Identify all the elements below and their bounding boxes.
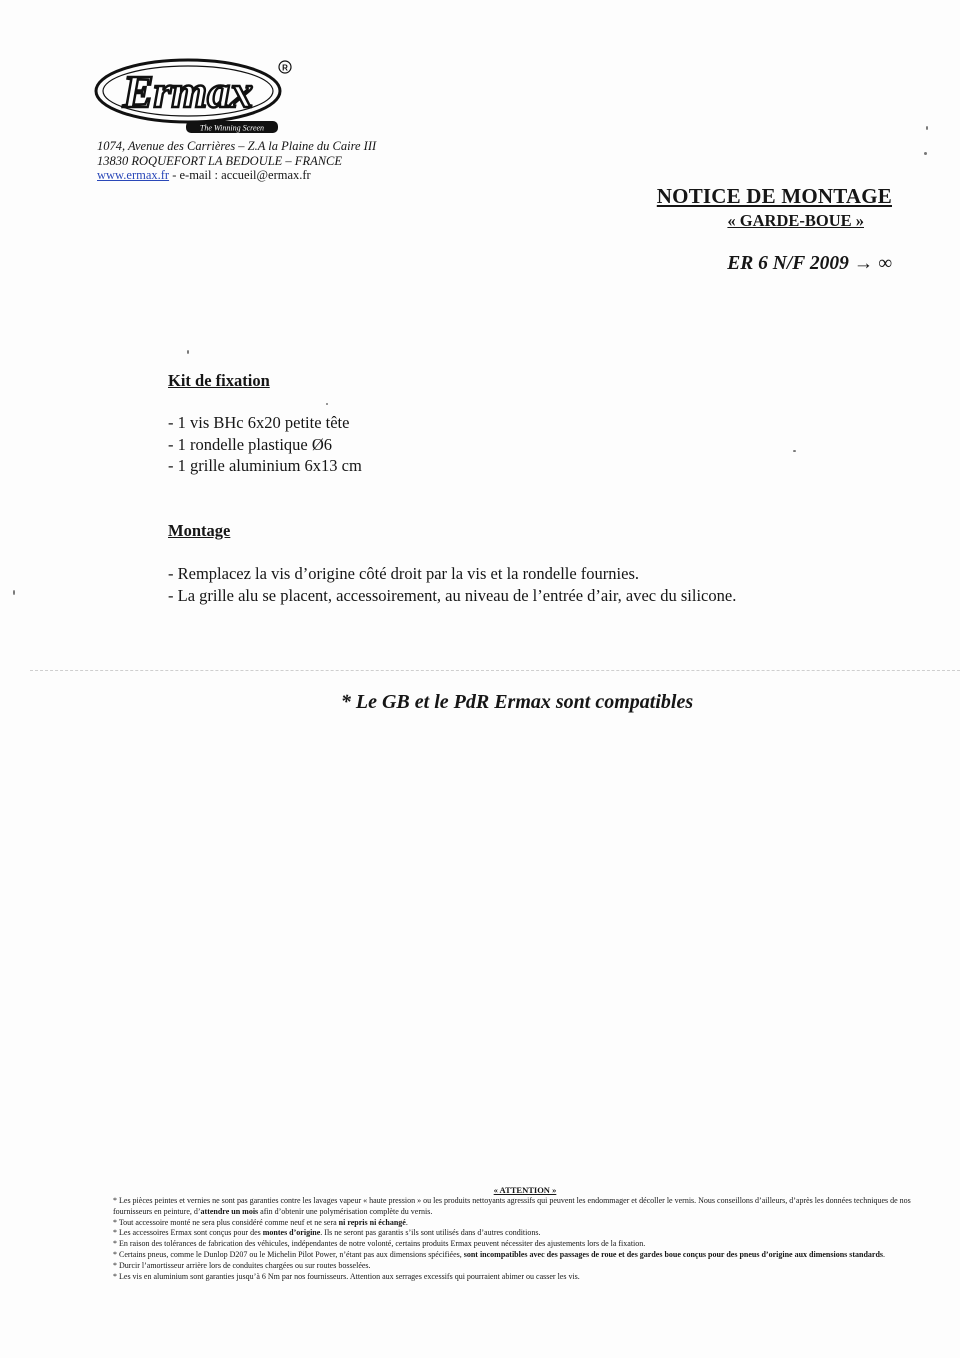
kit-item: - 1 rondelle plastique Ø6 [168, 434, 333, 454]
scan-speck [13, 590, 15, 595]
attention-item-text: * Durcir l’amortisseur arrière lors de conduites chargées ou sur routes bosselées. [113, 1260, 371, 1270]
attention-item [113, 1239, 925, 1250]
document-title: NOTICE DE MONTAGE [656, 184, 892, 208]
kit-list [168, 412, 362, 477]
kit-item: - 1 vis BHc 6x20 petite tête [168, 413, 350, 432]
fold-line [30, 670, 960, 671]
attention-item [113, 1261, 925, 1272]
email-text: - e-mail : accueil@ermax.fr [172, 168, 311, 182]
attention-item-emphasis: ni repris ni échangé [338, 1217, 406, 1227]
address-line-1: 1074, Avenue des Carrières – Z.A la Plaine du Caire III [97, 139, 377, 153]
company-address [97, 139, 376, 183]
attention-item-emphasis: attendre un mois [200, 1206, 259, 1216]
scan-speck [326, 403, 328, 405]
kit-item: - 1 grille aluminium 6x13 cm [168, 456, 362, 475]
attention-item-text: * Les accessoires Ermax sont conçus pour des [113, 1228, 263, 1238]
document-subtitle: « GARDE-BOUE » [727, 211, 864, 230]
attention-list [113, 1196, 925, 1282]
montage-step: - Remplacez la vis d’origine côté droit par la vis et la rondelle fournies. [168, 564, 639, 583]
montage-list [168, 563, 736, 606]
scan-speck [187, 350, 189, 354]
compatibility-note: * Le GB et le PdR Ermax sont compatibles [340, 691, 694, 713]
title-block [657, 184, 892, 275]
attention-item [113, 1218, 925, 1229]
scan-speck [926, 126, 928, 130]
ermax-logo [92, 55, 302, 135]
logo-tagline: The Winning Screen [199, 123, 265, 133]
attention-item-emphasis: sont incompatibles avec des passages de roue et des gardes boue conçus pour des pneus d’origine aux dimensions standards [463, 1249, 884, 1259]
address-line-2: 13830 ROQUEFORT LA BEDOULE – FRANCE [97, 153, 343, 168]
contact-line [97, 168, 376, 183]
logo-wordmark: Ermax [122, 66, 254, 117]
kit-heading: Kit de fixation [168, 371, 270, 390]
attention-item-text: . [405, 1217, 408, 1227]
attention-item [113, 1272, 925, 1283]
attention-title: « ATTENTION » [493, 1185, 557, 1195]
attention-item-text: * En raison des tolérances de fabrication des véhicules, indépendantes de notre volonté, certains produits Ermax peuvent nécessiter des ajustements lors de la fixation. [113, 1239, 646, 1249]
ermax-logo-graphic [92, 55, 302, 135]
montage-step: - La grille alu se placent, accessoirement, au niveau de l’entrée d’air, avec du silicone. [168, 585, 737, 605]
attention-item-text: afin d’obtenir une polymérisation complète du vernis. [258, 1206, 433, 1216]
scan-speck [793, 450, 796, 452]
scan-speck [924, 152, 927, 155]
svg-text:R: R [282, 63, 288, 73]
attention-item-text: * Les vis en aluminium sont garanties jusqu’à 6 Nm par nos fournisseurs. Attention aux serrages excessifs qui pourraient abimer ou casser les vis. [113, 1271, 580, 1281]
montage-heading: Montage [168, 521, 231, 540]
attention-item [113, 1250, 925, 1261]
website-link[interactable]: www.ermax.fr [97, 168, 170, 182]
attention-item-text: . Ils ne seront pas garantis s’ils sont utilisés dans d’autres conditions. [320, 1228, 541, 1238]
attention-item-emphasis: montes d’origine [262, 1228, 321, 1238]
attention-item-text: * Tout accessoire monté ne sera plus considéré comme neuf et ne sera [113, 1217, 339, 1227]
attention-item-text: . [883, 1249, 886, 1259]
attention-item-text: * Certains pneus, comme le Dunlop D207 ou le Michelin Pilot Power, n’étant pas aux dimensions spécifiées, [113, 1249, 464, 1259]
model-reference: ER 6 N/F 2009 → ∞ [727, 253, 892, 274]
attention-item-text: * Les pièces peintes et vernies ne sont pas garanties contre les lavages vapeur « haute pression » ou les produits nettoyants agressifs qui peuvent les endommager et décoller le vernis. Nous conseillons d’ailleurs, d’après les données techniques de nos fournisseurs en peinture, d’ [113, 1196, 911, 1216]
attention-item [113, 1196, 925, 1218]
attention-item [113, 1228, 925, 1239]
